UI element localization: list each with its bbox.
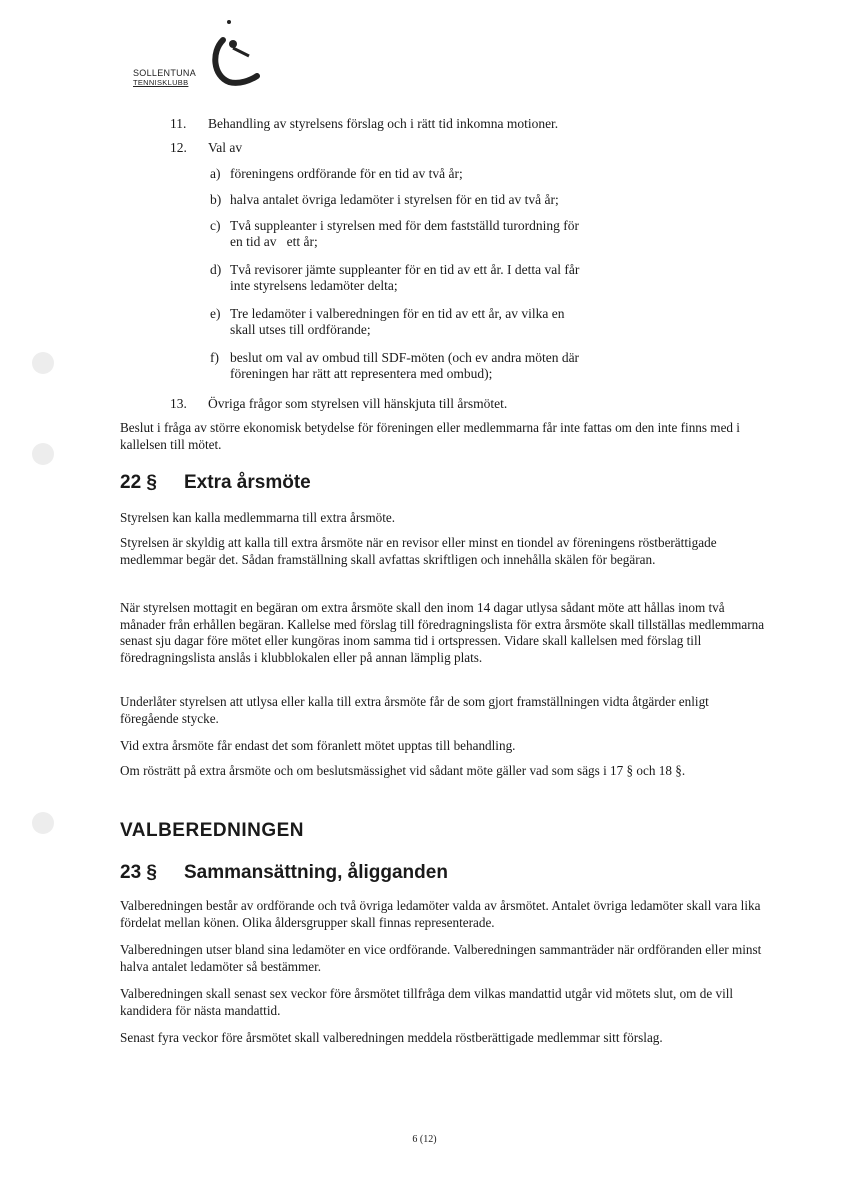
subitem-text: Två suppleanter i styrelsen med för dem fastställd turordning för [230,218,580,233]
paragraph: När styrelsen mottagit en begäran om extra årsmöte skall den inom 14 dagar utlysa sådant möte att hållas inom två månader från erhållen begäran. Kallelse med förslag till föredragningslista för extra årsmöte skall tillställas medlemmarna senast sju dagar före mötet eller kungöras inom samma tid i ortspressen. Vidare skall kallelsen med förslag till föredragningslista anslås i klubblokalen eller på annan lämplig plats. [120,600,765,665]
subitem-letter: b) [210,192,222,207]
item-text: Val av [208,140,243,155]
subitem-text-cont: skall utses till ordförande; [230,322,371,337]
page-number: 6 (12) [412,1134,437,1145]
section-title: Extra årsmöte [184,472,311,493]
paragraph: Underlåter styrelsen att utlysa eller kalla till extra årsmöte får de som gjort framställningen vidta åtgärder enligt föregående stycke. [120,694,709,726]
subitem-letter: a) [210,166,221,181]
section-number: 22 § [120,472,157,493]
club-logo [133,18,263,98]
paragraph: Om rösträtt på extra årsmöte och om beslutsmässighet vid sådant möte gäller vad som sägs i 17 § och 18 §. [120,763,686,778]
subitem-text-cont: en tid av ett år; [230,234,318,249]
subitem-text-cont: inte styrelsens ledamöter delta; [230,278,398,293]
section-number: 23 § [120,862,157,883]
item-number: 12. [170,140,187,155]
paragraph: Styrelsen kan kalla medlemmarna till extra årsmöte. [120,510,396,525]
subitem-letter: c) [210,218,221,233]
subitem-text: Två revisorer jämte suppleanter för en tid av ett år. I detta val får [230,262,580,277]
section-23-heading [120,862,448,884]
paragraph: Vid extra årsmöte får endast det som föranlett mötet upptas till behandling. [120,738,516,753]
tennis-player-logo-icon [207,18,267,90]
chapter-heading: VALBEREDNINGEN [120,820,304,841]
section-title: Sammansättning, åligganden [184,862,448,883]
paragraph: Valberedningen utser bland sina ledamöter en vice ordförande. Valberedningen sammanträder när ordföranden eller minst halva antalet ledamöter så bestämmer. [120,942,762,974]
subitem-text: halva antalet övriga ledamöter i styrelsen för en tid av två år; [230,192,559,207]
subitem-letter: f) [210,350,219,365]
punch-hole [32,812,54,834]
paragraph: Styrelsen är skyldig att kalla till extra årsmöte när en revisor eller minst en tiondel av föreningens röstberättigade medlemmar begär det. Sådan framställning skall avfattas skriftligen och innehålla skälen för begäran. [120,535,717,567]
item-text: Övriga frågor som styrelsen vill hänskjuta till årsmötet. [208,396,508,411]
paragraph-beslut: Beslut i fråga av större ekonomisk betydelse för föreningen eller medlemmarna får inte fattas om den inte finns med i kallelsen till mötet. [120,420,740,452]
paragraph: Senast fyra veckor före årsmötet skall valberedningen meddela röstberättigade medlemmar sitt förslag. [120,1030,663,1045]
punch-hole [32,443,54,465]
subitem-text: beslut om val av ombud till SDF-möten (och ev andra möten där [230,350,580,365]
item-number: 11. [170,116,187,131]
subitem-text: föreningens ordförande för en tid av två år; [230,166,463,181]
subitem-text-cont: föreningen har rätt att representera med ombud); [230,366,493,381]
punch-hole [32,352,54,374]
subitem-letter: e) [210,306,221,321]
paragraph: Valberedningen skall senast sex veckor före årsmötet tillfråga dem vilkas mandattid utgår vid mötets slut, om de vill kandidera för nästa mandattid. [120,986,734,1018]
logo-text-line2: TENNISKLUBB [133,78,189,87]
subitem-letter: d) [210,262,222,277]
logo-text-line1: SOLLENTUNA [133,68,197,78]
item-number: 13. [170,396,187,411]
section-22-heading [120,472,311,494]
item-text: Behandling av styrelsens förslag och i rätt tid inkomna motioner. [208,116,559,131]
subitem-text: Tre ledamöter i valberedningen för en tid av ett år, av vilka en [230,306,565,321]
paragraph: Valberedningen består av ordförande och två övriga ledamöter valda av årsmötet. Antalet övriga ledamöter skall vara lika fördelat mellan könen. Olika åldersgrupper skall finnas representerade. [120,898,761,930]
